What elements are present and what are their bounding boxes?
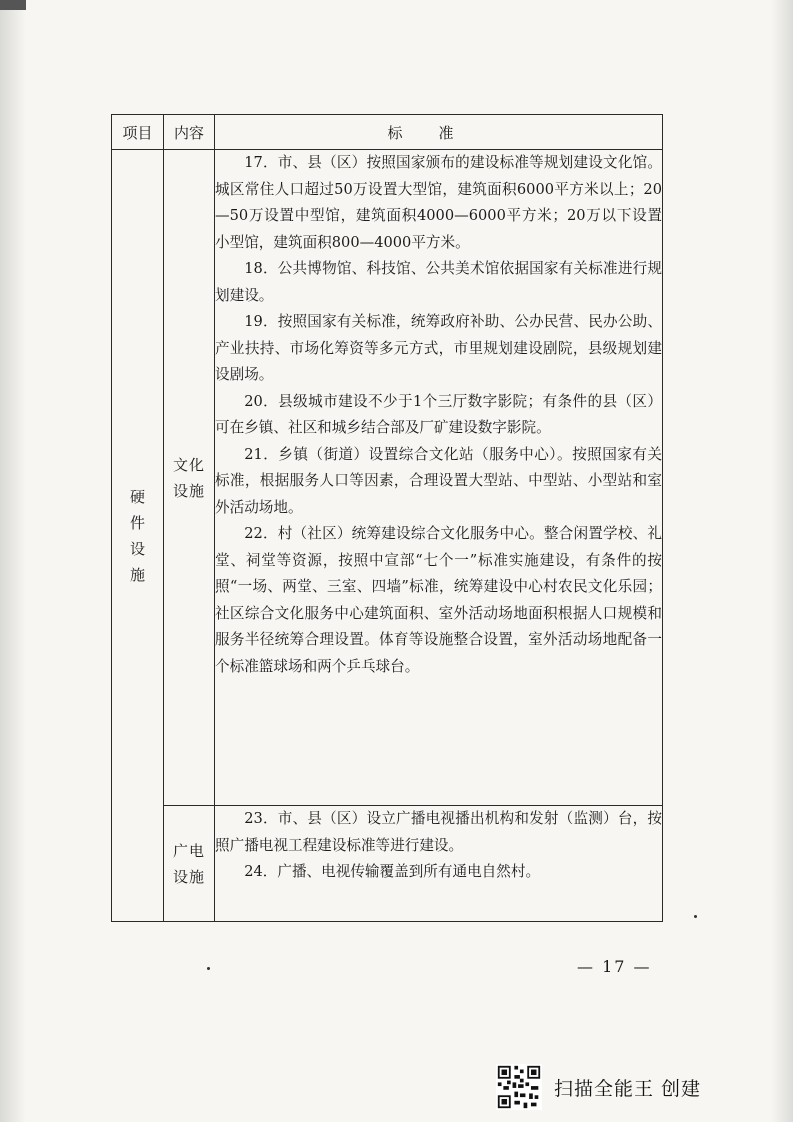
scanner-label: 扫描全能王 创建	[554, 1077, 702, 1100]
scan-corner-mark	[0, 0, 26, 10]
section-content-culture	[215, 150, 663, 806]
standard-item-23: 23．市、县（区）设立广播电视播出机构和发射（监测）台，按照广播电视工程建设标准等进行建设。	[215, 810, 662, 854]
table-row	[112, 806, 663, 922]
section-name-culture: 文化设施	[173, 455, 206, 500]
table-header-row	[112, 115, 663, 150]
standard-item-18: 18．公共博物馆、科技馆、公共美术馆依据国家有关标准进行规划建设。	[215, 260, 662, 304]
standard-item-21: 21．乡镇（街道）设置综合文化站（服务中心）。按照国家有关标准，根据服务人口等因素，合理设置大型站、中型站、小型站和室外活动场地。	[215, 445, 662, 516]
scan-shadow-right	[771, 0, 793, 1122]
standard-item-20: 20．县级城市建设不少于1个三厅数字影院；有条件的县（区）可在乡镇、社区和城乡结合部及厂矿建设数字影院。	[215, 392, 662, 436]
standard-item-24: 24．广播、电视传输覆盖到所有通电自然村。	[244, 863, 541, 880]
standards-table	[111, 114, 663, 922]
scanner-watermark	[496, 1063, 701, 1111]
category-cell	[112, 150, 164, 922]
scan-speck	[207, 967, 210, 970]
standard-item-19: 19．按照国家有关标准，统筹政府补助、公办民营、民办公助、产业扶持、市场化筹资等多元方式，市里规划建设剧院，县级规划建设剧场。	[215, 313, 662, 383]
section-name-cell	[164, 150, 215, 806]
table-row	[112, 150, 663, 806]
standard-item-22: 22．村（社区）统筹建设综合文化服务中心。整合闲置学校、礼堂、祠堂等资源，按照中宣部“七个一”标准实施建设，有条件的按照“一场、两堂、三室、四墙”标准，统筹建设中心村农民文化乐园；社区综合文化服务中心建筑面积、室外活动场地面积根据人口规模和服务半径统筹合理设置。体育等设施整合设置，室外活动场地配备一个标准篮球场和两个乒乓球台。	[215, 525, 662, 675]
header-item: 项目	[112, 115, 164, 150]
scan-shadow-left	[0, 0, 26, 1122]
standard-item-17: 17．市、县（区）按照国家颁布的建设标准等规划建设文化馆。城区常住人口超过50万设置大型馆，建筑面积6000平方米以上；20—50万设置中型馆，建筑面积4000—6000平方米；20万以下设置小型馆，建筑面积800—4000平方米。	[215, 154, 662, 251]
category-label: 硬件设施	[129, 487, 145, 584]
qr-code-icon	[496, 1064, 542, 1110]
header-content: 内容	[164, 115, 215, 150]
section-content-broadcast	[215, 806, 663, 922]
section-name-broadcast: 广电设施	[173, 841, 206, 886]
header-standard: 标准	[215, 115, 663, 150]
scan-speck	[694, 915, 697, 918]
section-name-cell	[164, 806, 215, 922]
page-number: — 17 —	[577, 957, 652, 976]
